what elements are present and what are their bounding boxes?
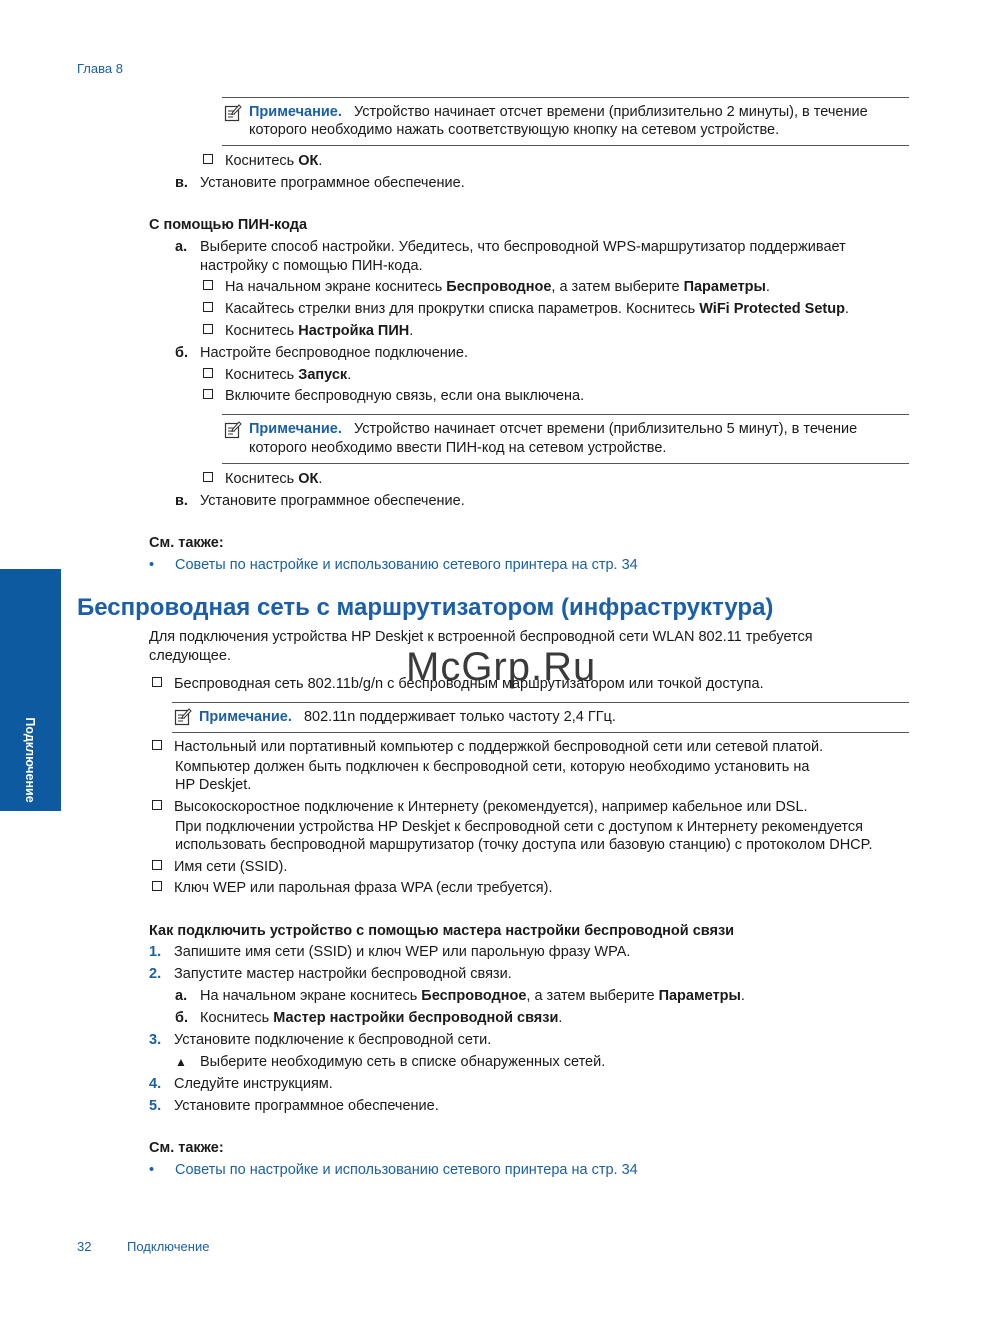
subheading: С помощью ПИН-кода [149, 217, 308, 233]
checklist-item: Касайтесь стрелки вниз для прокрутки списка параметров. Коснитесь WiFi Protected Setup. [203, 299, 849, 319]
note-bottom-rule [222, 145, 909, 146]
step-item-cont: настройку с помощью ПИН-кода. [200, 258, 423, 274]
see-also-bullet: • [149, 1162, 155, 1178]
see-also-heading: См. также: [149, 535, 224, 551]
paragraph-line: Компьютер должен быть подключен к беспроводной сети, которую необходимо установить на [175, 759, 810, 775]
checklist-item: Включите беспроводную связь, если она выключена. [203, 386, 584, 406]
watermark: McGrp.Ru [406, 645, 597, 689]
note-text-line: которого необходимо нажать соответствующую кнопку на сетевом устройстве. [249, 122, 780, 138]
step-item: ▲ Выберите необходимую сеть в списке обнаруженных сетей. [175, 1054, 606, 1070]
note-icon [224, 104, 242, 122]
section-title: Беспроводная сеть с маршрутизатором (инфраструктура) [77, 594, 774, 621]
checkbox-icon [203, 280, 213, 290]
note-top-rule [222, 97, 909, 98]
page-number: 32 [77, 1239, 92, 1254]
note-label: Примечание. [199, 709, 292, 725]
note-label: Примечание. [249, 421, 342, 437]
note-top-rule [222, 414, 909, 415]
checkbox-icon [152, 881, 162, 891]
note-bottom-rule [172, 732, 909, 733]
numbered-step: 4. Следуйте инструкциям. [149, 1076, 333, 1092]
checkbox-icon [203, 302, 213, 312]
paragraph-line: следующее. [149, 648, 231, 664]
note-text-line: Примечание. Устройство начинает отсчет времени (приблизительно 5 минут), в течение [249, 421, 858, 437]
paragraph-line: HP Deskjet. [175, 777, 252, 793]
note-top-rule [172, 702, 909, 703]
step-item: в. Установите программное обеспечение. [175, 175, 465, 191]
subheading: Как подключить устройство с помощью мастера настройки беспроводной связи [149, 923, 735, 939]
note-icon [224, 421, 242, 439]
step-item: б. Коснитесь Мастер настройки беспроводной связи. [175, 1010, 563, 1026]
see-also-link[interactable]: Советы по настройке и использованию сетевого принтера на стр. 34 [175, 557, 638, 573]
checklist-item: Коснитесь ОК. [203, 469, 322, 489]
paragraph-line: При подключении устройства HP Deskjet к беспроводной сети с доступом к Интернету рекомендуется [175, 819, 863, 835]
paragraph-line: использовать беспроводной маршрутизатор (точку доступа или базовую станцию) с протоколом DHCP. [175, 837, 873, 853]
note-label: Примечание. [249, 104, 342, 120]
see-also-link[interactable]: Советы по настройке и использованию сетевого принтера на стр. 34 [175, 1162, 638, 1178]
note-text-line: Примечание. 802.11n поддерживает только частоту 2,4 ГГц. [199, 709, 616, 725]
footer-section: Подключение [127, 1239, 210, 1254]
checkbox-icon [203, 324, 213, 334]
step-item: а. Выберите способ настройки. Убедитесь, что беспроводной WPS-маршрутизатор поддерживает [175, 239, 846, 255]
numbered-step: 3. Установите подключение к беспроводной сети. [149, 1032, 492, 1048]
numbered-step: 5. Установите программное обеспечение. [149, 1098, 439, 1114]
checkbox-icon [203, 389, 213, 399]
sidebar-label: Подключение [23, 717, 37, 803]
note-text-line: Примечание. Устройство начинает отсчет времени (приблизительно 2 минуты), в течение [249, 104, 868, 120]
checkbox-icon [152, 740, 162, 750]
checkbox-icon [203, 154, 213, 164]
paragraph-line: Для подключения устройства HP Deskjet к встроенной беспроводной сети WLAN 802.11 требуется [149, 629, 813, 645]
step-item: в. Установите программное обеспечение. [175, 493, 465, 509]
checkbox-icon [152, 677, 162, 687]
chapter-label: Глава 8 [77, 61, 123, 76]
checklist-item: Коснитесь Запуск. [203, 365, 351, 385]
checklist-item: На начальном экране коснитесь Беспроводное, а затем выберите Параметры. [203, 277, 770, 297]
note-bottom-rule [222, 463, 909, 464]
checklist-item: Настольный или портативный компьютер с поддержкой беспроводной сети или сетевой платой. [152, 737, 823, 757]
checkbox-icon [203, 368, 213, 378]
checkbox-icon [203, 472, 213, 482]
checklist-item: Коснитесь Настройка ПИН. [203, 321, 413, 341]
triangle-icon: ▲ [175, 1055, 187, 1069]
checkbox-icon [152, 800, 162, 810]
numbered-step: 1. Запишите имя сети (SSID) и ключ WEP или парольную фразу WPA. [149, 944, 631, 960]
step-item: б. Настройте беспроводное подключение. [175, 345, 468, 361]
checklist-item: Беспроводная сеть 802.11b/g/n с беспроводным маршрутизатором или точкой доступа. [152, 674, 764, 694]
note-icon [174, 708, 192, 726]
checklist-item: Ключ WEP или парольная фраза WPA (если требуется). [152, 878, 552, 898]
checklist-item: Коснитесь ОК. [203, 151, 322, 171]
checklist-item: Имя сети (SSID). [152, 857, 287, 877]
see-also-heading: См. также: [149, 1140, 224, 1156]
see-also-bullet: • [149, 557, 155, 573]
numbered-step: 2. Запустите мастер настройки беспроводной связи. [149, 966, 512, 982]
step-item: а. На начальном экране коснитесь Беспроводное, а затем выберите Параметры. [175, 988, 745, 1004]
checkbox-icon [152, 860, 162, 870]
checklist-item: Высокоскоростное подключение к Интернету (рекомендуется), например кабельное или DSL. [152, 797, 808, 817]
note-text-line: которого необходимо ввести ПИН-код на сетевом устройстве. [249, 440, 667, 456]
